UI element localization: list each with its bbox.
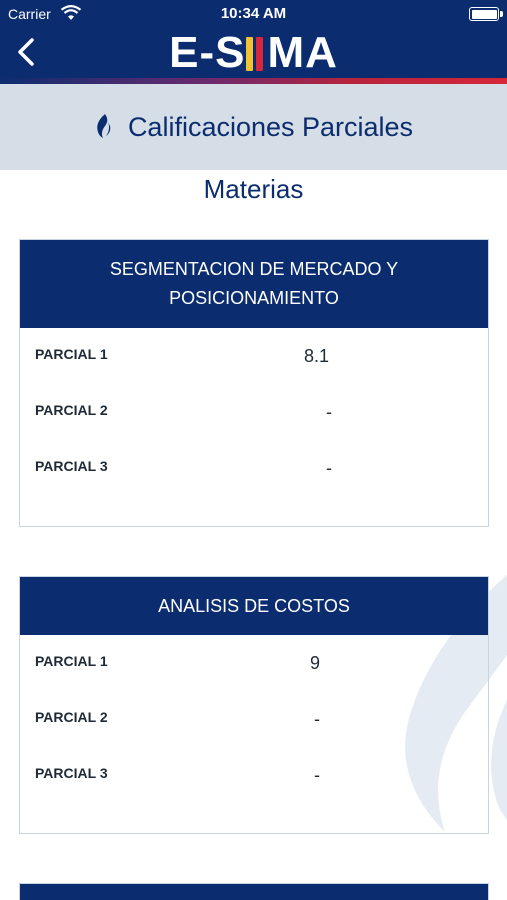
grade-label: PARCIAL 1 <box>35 346 108 362</box>
grade-label: PARCIAL 2 <box>35 709 108 725</box>
logo-suffix: MA <box>267 28 338 77</box>
grade-label: PARCIAL 2 <box>35 402 108 418</box>
page-title: Calificaciones Parciales <box>127 112 414 142</box>
subject-name-line1: SEGMENTACION DE MERCADO Y <box>109 259 399 279</box>
grade-value: - <box>326 402 332 422</box>
subject-card <box>19 576 489 834</box>
subject-card <box>19 239 489 527</box>
grade-row <box>20 635 488 691</box>
esiima-logo <box>0 30 507 76</box>
logo-bar-yellow <box>246 37 253 71</box>
logo-bar-red <box>256 37 263 71</box>
grade-row <box>20 384 488 440</box>
app-header <box>0 0 507 84</box>
subject-card <box>19 883 489 900</box>
grade-row <box>20 691 488 747</box>
status-bar <box>0 0 507 28</box>
battery-icon <box>469 7 499 21</box>
grade-value: - <box>314 765 320 785</box>
subject-header <box>20 577 488 635</box>
subject-name-line1: ANALISIS DE COSTOS <box>158 596 350 616</box>
clock: 10:34 AM <box>220 5 287 22</box>
grade-label: PARCIAL 3 <box>35 765 108 781</box>
grade-row <box>20 440 488 496</box>
logo-prefix: E-S <box>169 28 246 77</box>
grade-row <box>20 747 488 803</box>
grade-row <box>20 328 488 384</box>
grade-label: PARCIAL 1 <box>35 653 108 669</box>
page-title-band <box>0 84 507 170</box>
grade-label: PARCIAL 3 <box>35 458 108 474</box>
subject-header <box>20 884 488 900</box>
subject-name-line2: POSICIONAMIENTO <box>169 288 339 308</box>
logo-bars <box>246 30 266 76</box>
grade-value: 8.1 <box>304 346 330 366</box>
grade-value: - <box>326 458 332 478</box>
carrier-label: Carrier <box>8 6 51 22</box>
grade-value: 9 <box>310 653 321 673</box>
section-title: Materias <box>203 174 304 204</box>
grade-value: - <box>314 709 320 729</box>
subject-header <box>20 240 488 328</box>
flame-icon <box>94 113 112 139</box>
battery-tip <box>500 11 503 17</box>
